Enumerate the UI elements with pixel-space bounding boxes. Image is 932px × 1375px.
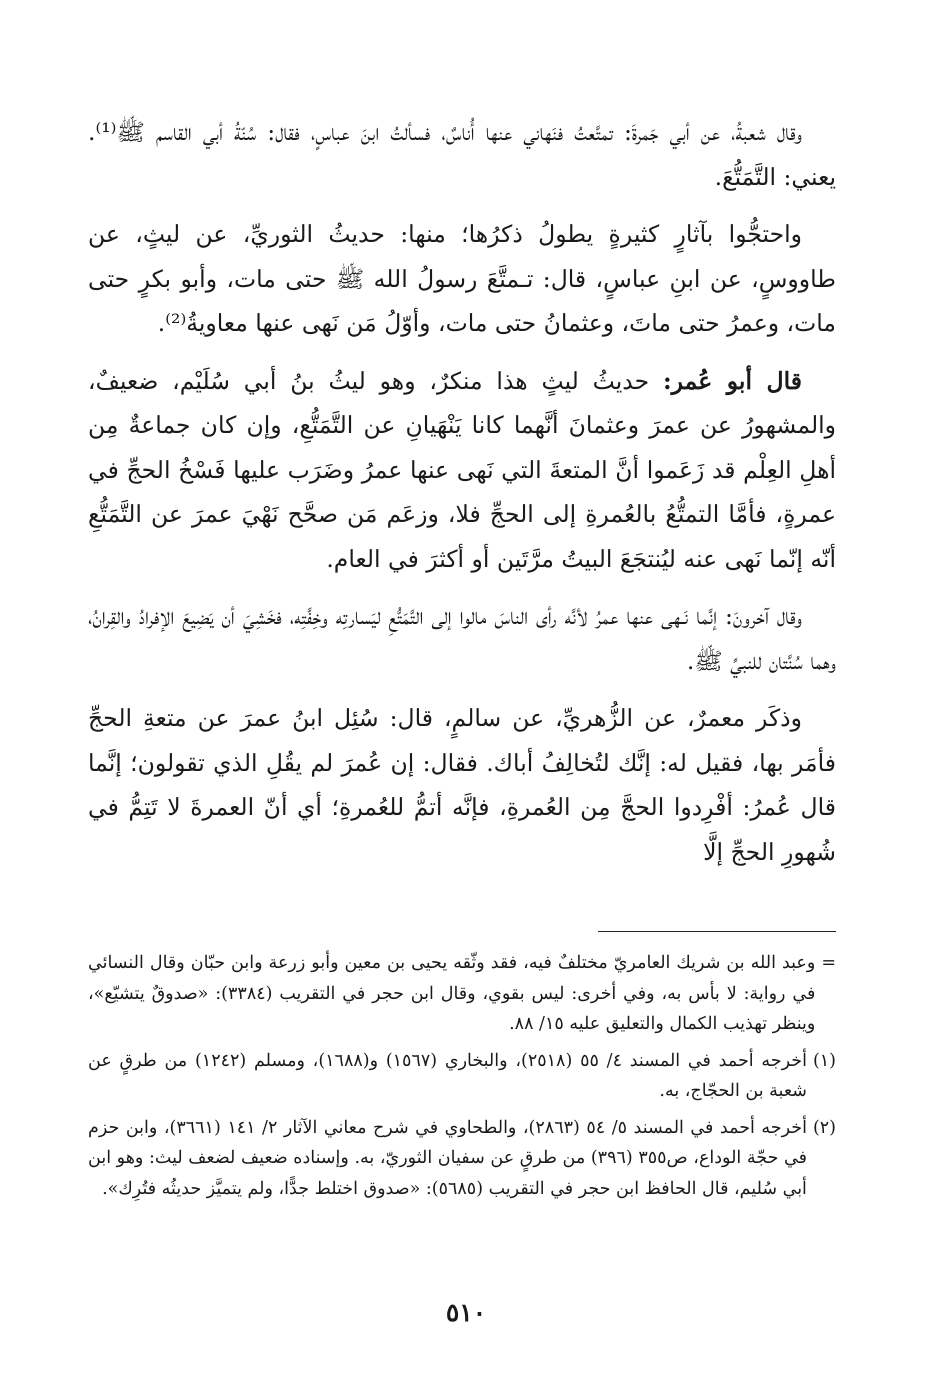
footnote-continuation-text: وعبد الله بن شريك العامريّ مختلفٌ فيه، فقد وثّقه يحيى بن معين وأبو زرعة وابن حبّان وقال النسائي في رواية: لا بأس به، وفي أخرى: ليس بقوي، وقال ابن حجر في التقريب (٣٣٨٤): «صدوقٌ يتشيّع»، وينظر تهذيب الكمال والتعليق عليه ١٥/ ٨٨.: [88, 953, 816, 1034]
footnote-1: [88, 1046, 836, 1107]
paragraph-3-text: حديثُ ليثٍ هذا منكرٌ، وهو ليثُ بنُ أبي سُلَيْم، ضعيفٌ، والمشهورُ عن عمرَ وعثمانَ أنَّهما كانا يَنْهَيانِ عن التَّمَتُّعِ، وإن كان جماعةٌ مِن أهلِ العِلْم قد زَعَموا أنَّ المتعةَ التي نَهى عنها عمرُ وضَرَب عليها فَسْخُ الحجِّ في عمرةٍ، فأمَّا التمتُّعُ بالعُمرةِ إلى الحجِّ فلا، وزعَم مَن صحَّح نَهْيَ عمرَ عن التَّمَتُّعِ أنّه إنّما نَهى عنه ليُنتجَعَ البيتُ مرَّتَين أو أكثرَ في العام.: [88, 366, 836, 573]
footnote-1-number: (١): [812, 1050, 836, 1071]
footnotes: [88, 948, 836, 1210]
paragraph-5: وذكَر معمرٌ، عن الزُّهريِّ، عن سالمٍ، قال: سُئِل ابنُ عمرَ عن متعةِ الحجِّ فأمَر بها، فقيل له: إنَّك لتُخالِفُ أباك. فقال: إن عُمرَ لم يقُلِ الذي تقولون؛ إنَّما قال عُمرُ: أفْرِدوا الحجَّ مِن العُمرةِ، فإنَّه أتمُّ للعُمرةِ؛ أي أنّ العمرةَ لا تَتِمُّ في شُهورِ الحجِّ إلَّا: [88, 704, 836, 866]
main-text: [88, 110, 836, 887]
footnote-continuation: [88, 948, 836, 1040]
paragraph-2: واحتجُّوا بآثارٍ كثيرةٍ يطولُ ذكرُها؛ منها: حديثُ الثوريِّ، عن ليثٍ، عن طاووسٍ، عن ابنِ عباسٍ، قال: تـمتَّعَ رسولُ الله ﷺ حتى مات، وأبو بكرٍ حتى مات، وعمرُ حتى ماتَ، وعثمانُ حتى مات، وأوّلُ مَن نَهى عنها معاويةُ⁽²⁾.: [88, 220, 836, 337]
footnote-2: [88, 1113, 836, 1205]
continuation-mark: =: [821, 953, 836, 973]
footnote-2-text: أخرجه أحمد في المسند ٥/ ٥٤ (٢٨٦٣)، والطحاوي في شرح معاني الآثار ٢/ ١٤١ (٣٦٦١)، وابن حزم في حجّة الوداع، ص٣٥٥ (٣٩٦) من طرقٍ عن سفيان الثوريّ، به. وإسناده ضعيف لضعف ليث: وهو ابن أبي سُليم، قال الحافظ ابن حجر في التقريب (٥٦٨٥): «صدوق اختلط جدًّا، ولم يتميَّز حديثُه فتُرِك».: [88, 1117, 807, 1199]
footnote-1-text: أخرجه أحمد في المسند ٤/ ٥٥ (٢٥١٨)، والبخاري (١٥٦٧) و(١٦٨٨)، ومسلم (١٢٤٢) من طرقٍ عن شعبة بن الحجّاج، به.: [88, 1050, 807, 1101]
paragraph-3: [88, 359, 836, 582]
paragraph-1: وقال شعبةُ، عن أبي جَمرةَ: تمتَّعتُ فنَهاني عنها أُناسٌ، فسألتُ ابنَ عباسٍ، فقال: سُنّةُ أبي القاسم ﷺ⁽¹⁾. يعني: التَّمَتُّعَ.: [88, 118, 836, 191]
paragraph-3-lead: قال أبو عُمر:: [662, 366, 803, 395]
footnote-separator: [598, 931, 836, 932]
footnote-2-number: (٢): [812, 1117, 836, 1138]
paragraph-4: وقال آخرونَ: إنَّما نَـهى عنها عمرُ لأنَّه رأى الناسَ مالوا إلى التَّمَتُّعِ ليَسارتِه وخِفَّتِه، فخَشِيَ أن يَضِيعَ الإفرادُ والقِرانُ، وهما سُنَّتان للنبيِّ ﷺ.: [88, 602, 836, 675]
page-number: ٥١٠: [445, 1298, 487, 1327]
